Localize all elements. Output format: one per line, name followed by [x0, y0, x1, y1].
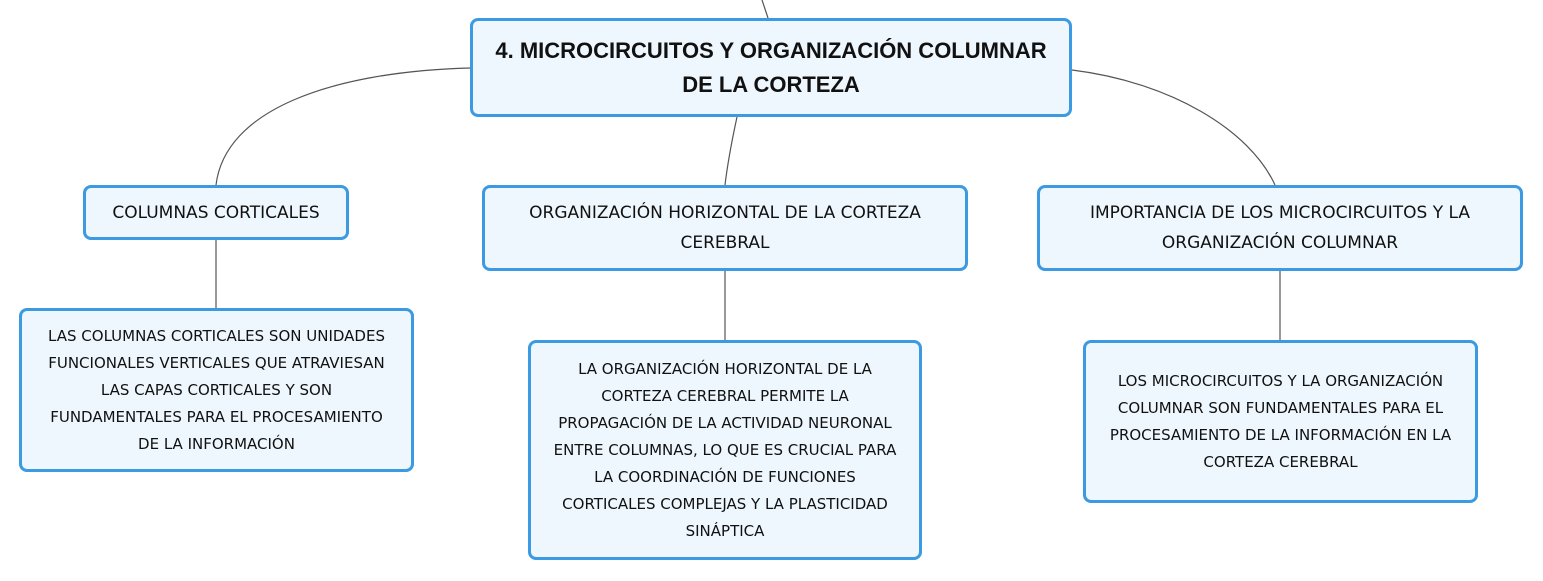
subtopic-line: SINÁPTICA: [685, 521, 765, 540]
subtopic-line: PROPAGACIÓN DE LA ACTIVIDAD NEURONAL: [558, 413, 892, 432]
central-topic[interactable]: [470, 18, 1072, 117]
subtopic-line: LAS CAPAS CORTICALES Y SON: [100, 380, 333, 399]
subtopic-line: LOS MICROCIRCUITOS Y LA ORGANIZACIÓN: [1117, 371, 1444, 390]
topic-label: IMPORTANCIA DE LOS MICROCIRCUITOS Y LA: [1089, 203, 1471, 223]
subtopic-line: ENTRE COLUMNAS, LO QUE ES CRUCIAL PARA: [553, 440, 897, 459]
connector-to-parent: [762, 0, 768, 18]
topic-label: ORGANIZACIÓN HORIZONTAL DE LA CORTEZA: [529, 203, 921, 223]
topic-label: ORGANIZACIÓN COLUMNAR: [1161, 233, 1399, 253]
central-topic-line-1: 4. MICROCIRCUITOS Y ORGANIZACIÓN COLUMNAR: [495, 37, 1047, 63]
subtopic-line: LAS COLUMNAS CORTICALES SON UNIDADES: [48, 326, 385, 345]
subtopic-line: LA ORGANIZACIÓN HORIZONTAL DE LA: [578, 359, 872, 378]
subtopic-line: FUNCIONALES VERTICALES QUE ATRAVIESAN: [48, 353, 385, 372]
topic-columnas-corticales[interactable]: [83, 185, 349, 240]
subtopic-line: COLUMNAR SON FUNDAMENTALES PARA EL: [1117, 398, 1444, 417]
connector-root-to-columnas: [216, 68, 470, 185]
subtopic-line: LA COORDINACIÓN DE FUNCIONES: [594, 467, 856, 486]
subtopic-columnas-description[interactable]: [19, 308, 414, 472]
subtopic-importancia-description[interactable]: [1083, 340, 1478, 503]
subtopic-line: CORTEZA CEREBRAL PERMITE LA: [601, 386, 849, 405]
topic-importancia-microcircuitos[interactable]: [1037, 185, 1523, 271]
connector-root-to-importancia: [1072, 70, 1275, 185]
subtopic-line: DE LA INFORMACIÓN: [138, 434, 295, 453]
topic-organizacion-horizontal[interactable]: [482, 185, 968, 271]
central-topic-line-2: DE LA CORTEZA: [682, 71, 860, 97]
subtopic-horizontal-description[interactable]: [528, 340, 922, 560]
connector-root-to-horizontal: [725, 117, 737, 185]
subtopic-line: PROCESAMIENTO DE LA INFORMACIÓN EN LA: [1109, 425, 1452, 444]
topic-label: CEREBRAL: [680, 233, 770, 253]
topic-label: COLUMNAS CORTICALES: [112, 202, 320, 223]
subtopic-line: FUNDAMENTALES PARA EL PROCESAMIENTO: [50, 407, 383, 426]
subtopic-line: CORTICALES COMPLEJAS Y LA PLASTICIDAD: [562, 494, 888, 513]
subtopic-line: CORTEZA CEREBRAL: [1203, 452, 1358, 471]
